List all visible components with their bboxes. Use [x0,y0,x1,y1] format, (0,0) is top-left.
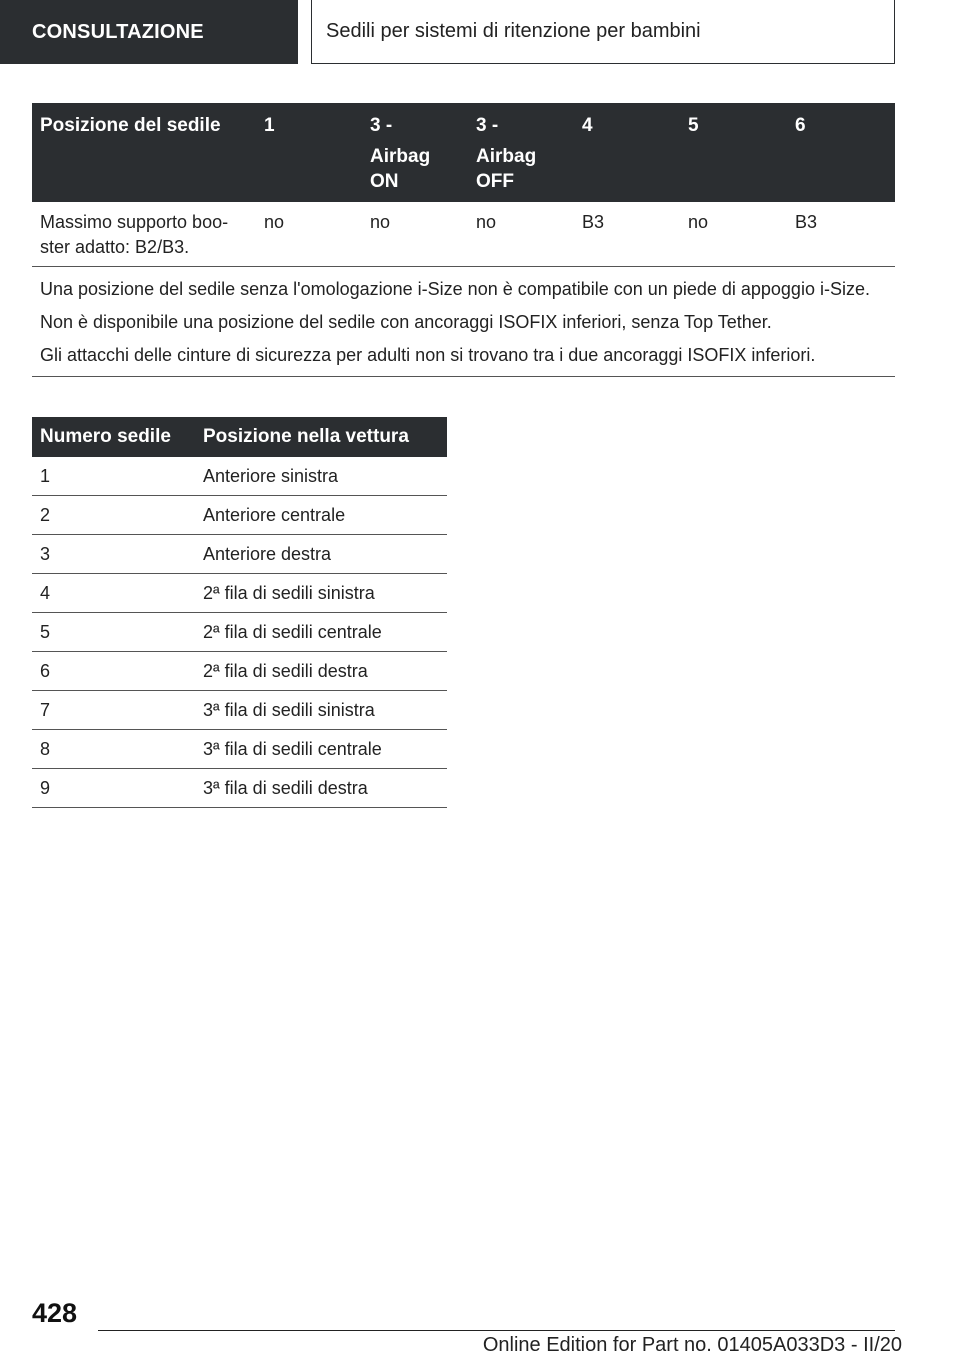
seat-number: 4 [32,574,195,613]
section-tab: CONSULTAZIONE [0,0,298,64]
note-text: Gli attacchi delle cinture di sicurezza per adulti non si trovano tra i due ancoraggi ISOFIX inferiori. [40,345,816,365]
header-seat-3-airbag-off: 3 - Airbag OFF [468,103,574,202]
footer-divider [98,1330,895,1331]
cell-seat-1: no [256,202,362,267]
seat-position: 2ª fila di sedili centrale [195,613,447,652]
seat-position: 2ª fila di sedili sinistra [195,574,447,613]
seat-position: Anteriore sinistra [195,457,447,496]
cell-seat-4: B3 [574,202,680,267]
table-header-row [32,417,447,457]
notes-row [32,267,895,377]
seat-position: 2ª fila di sedili destra [195,652,447,691]
table-row [32,652,447,691]
seat-position-table [32,103,895,377]
header-vehicle-position: Posizione nella vettura [195,417,447,457]
table-row [32,496,447,535]
seat-position: Anteriore centrale [195,496,447,535]
table-row [32,202,895,267]
seat-number: 3 [32,535,195,574]
header-seat-position: Posizione del sedile [32,103,256,202]
seat-number-table [32,417,447,808]
seat-number: 1 [32,457,195,496]
footer-edition: Online Edition for Part no. 01405A033D3 - II/20 [482,1334,902,1356]
cell-seat-3-on: no [362,202,468,267]
notes-cell [32,267,895,377]
table-row [32,535,447,574]
seat-number: 7 [32,691,195,730]
note-text: Non è disponibile una posizione del sedile con ancoraggi ISOFIX inferiori, senza Top Tether. [40,312,772,332]
row-label: Massimo supporto boo-ster adatto: B2/B3. [32,202,256,267]
note-text: Una posizione del sedile senza l'omologazione i-Size non è compatibile con un piede di appoggio i-Size. [40,279,870,299]
seat-number: 9 [32,769,195,808]
header-seat-number: Numero sedile [32,417,195,457]
seat-number: 6 [32,652,195,691]
cell-seat-3-off: no [468,202,574,267]
header-seat-3-airbag-on: 3 - Airbag ON [362,103,468,202]
header-seat-6: 6 [787,103,895,202]
page-header-title: Sedili per sistemi di ritenzione per bambini [311,0,895,64]
cell-seat-6: B3 [787,202,895,267]
table-header-row [32,103,895,202]
page-number: 428 [32,1298,78,1328]
header-seat-5: 5 [680,103,787,202]
table-row [32,730,447,769]
header-seat-1: 1 [256,103,362,202]
seat-position: 3ª fila di sedili destra [195,769,447,808]
table-row [32,613,447,652]
seat-number: 8 [32,730,195,769]
table-row [32,574,447,613]
seat-position: Anteriore destra [195,535,447,574]
seat-position: 3ª fila di sedili sinistra [195,691,447,730]
table-row [32,769,447,808]
seat-number: 2 [32,496,195,535]
seat-position: 3ª fila di sedili centrale [195,730,447,769]
seat-number: 5 [32,613,195,652]
cell-seat-5: no [680,202,787,267]
header-seat-4: 4 [574,103,680,202]
table-row [32,457,447,496]
table-row [32,691,447,730]
